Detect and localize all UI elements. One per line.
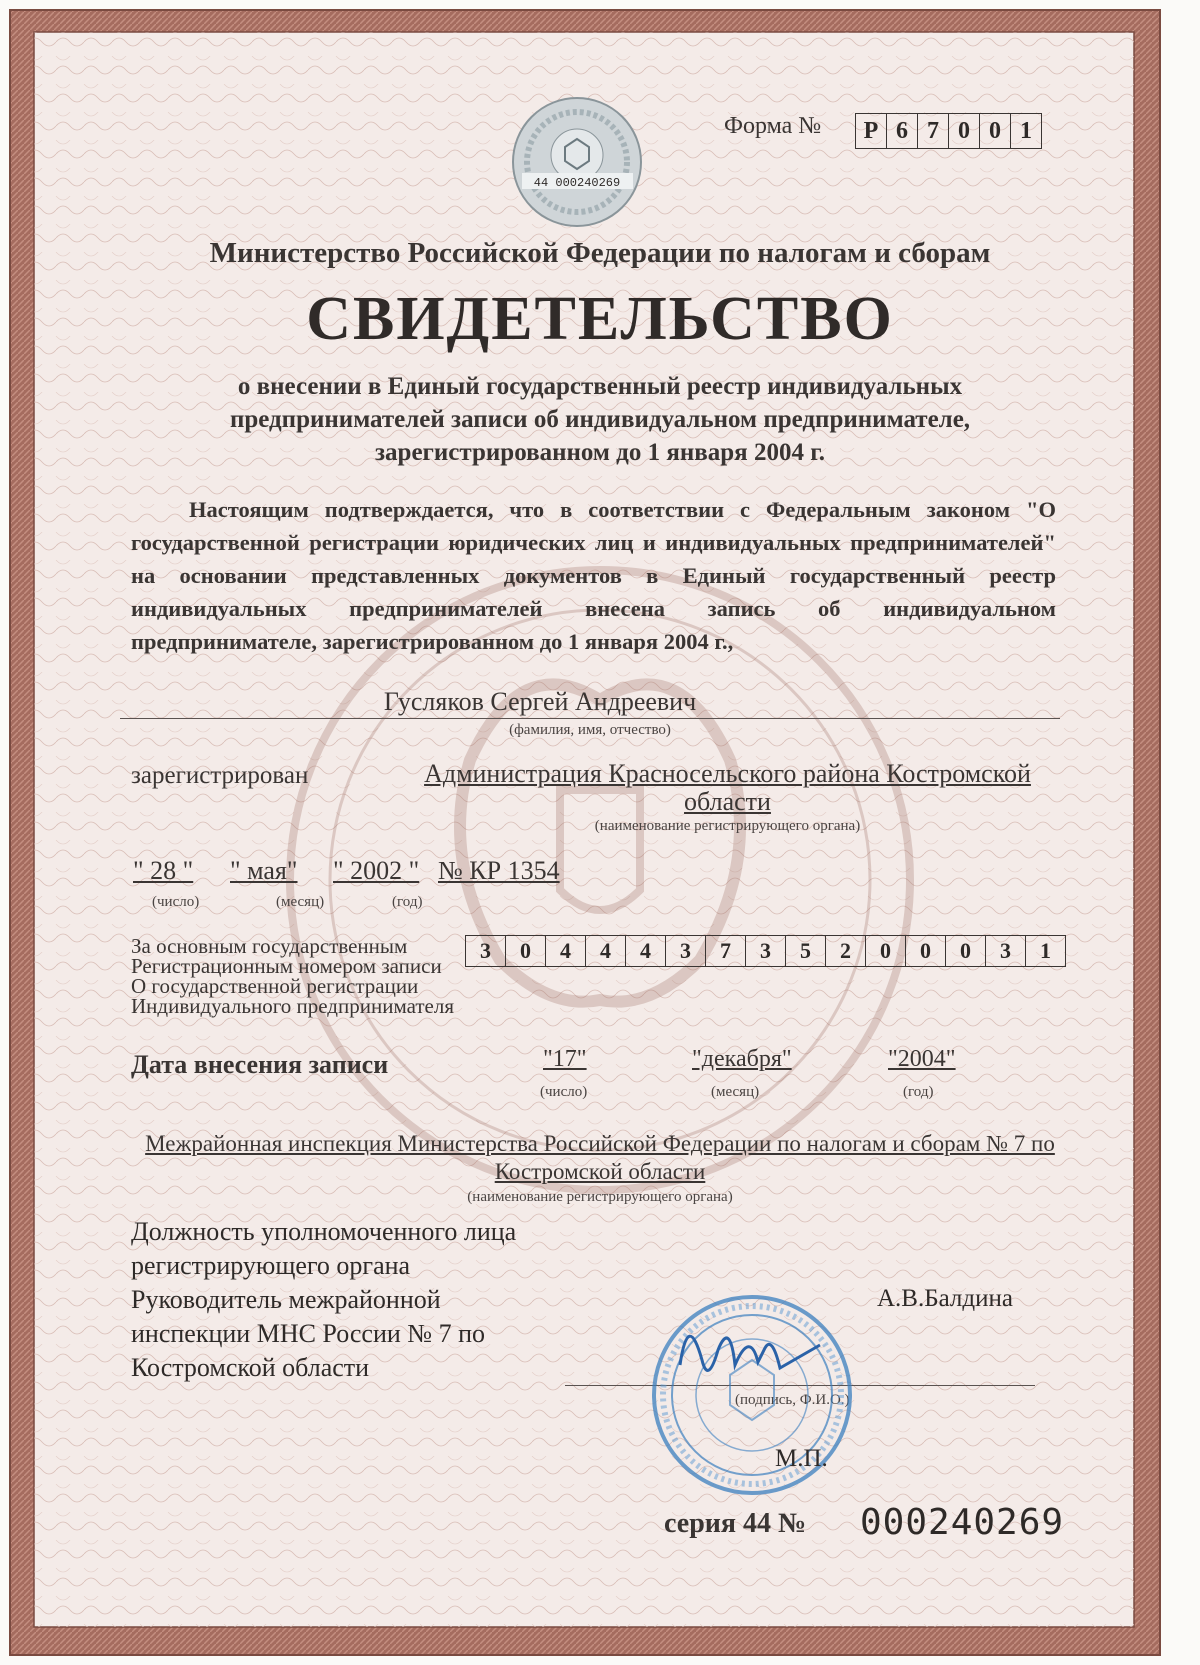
hologram-number: 44 000240269 xyxy=(533,176,621,190)
inspection-caption: (наименование регистрирующего органа) xyxy=(467,1189,733,1205)
entry-date-day-caption: (число) xyxy=(540,1084,588,1100)
series-number: 000240269 xyxy=(860,1502,1065,1543)
entry-date-year-caption: (год) xyxy=(903,1084,934,1100)
reg-date-month-caption: (месяц) xyxy=(276,894,325,910)
grn-label-line: О государственной регистрации xyxy=(131,974,419,998)
reg-number: № КР 1354 xyxy=(438,856,560,885)
grn-digit: 3 xyxy=(666,936,706,966)
grn-label-line: Индивидуального предпринимателя xyxy=(131,994,455,1018)
body-paragraph xyxy=(131,493,1056,658)
registered-label: зарегистрирован xyxy=(131,762,309,789)
form-code-char: 0 xyxy=(949,114,980,148)
form-code-char: 1 xyxy=(1020,118,1032,144)
entry-date-day: "17" xyxy=(543,1046,587,1072)
name-underline xyxy=(120,718,1060,719)
inspection-name: Межрайонная инспекция Министерства Российской Федерации по налогам и сборам № 7 по Костромской области xyxy=(145,1131,1055,1184)
document-subtitle: о внесении в Единый государственный реестр индивидуальных предпринимателей записи об индивидуальном предпринимателе, зарегистрированном до 1 января 2004 г. xyxy=(229,373,971,466)
form-code-char: 7 xyxy=(918,114,949,148)
reg-date-day: " 28 " xyxy=(133,856,194,885)
grn-digit: 1 xyxy=(1040,938,1051,963)
form-number-label: Форма № xyxy=(724,113,822,139)
signer-name: А.В.Балдина xyxy=(877,1285,1013,1312)
position-line: инспекции МНС России № 7 по xyxy=(131,1319,486,1348)
grn-digit: 4 xyxy=(586,936,626,966)
document-title: СВИДЕТЕЛЬСТВО xyxy=(306,285,894,353)
grn-number-boxes xyxy=(465,935,1066,967)
grn-label-line: Регистрационным номером записи xyxy=(131,954,442,978)
reg-date-month: " мая" xyxy=(230,856,298,885)
registering-authority: Администрация Красносельского района Костромской области xyxy=(424,759,1031,816)
reg-date-day-caption: (число) xyxy=(152,894,200,910)
grn-digit: 3 xyxy=(986,936,1026,966)
entry-date-month-caption: (месяц) xyxy=(711,1084,760,1100)
position-line: Должность уполномоченного лица xyxy=(131,1217,517,1246)
grn-label xyxy=(131,936,454,1016)
form-code-char: Р xyxy=(856,114,887,148)
entry-date-month: "декабря" xyxy=(692,1046,792,1072)
person-name: Гусляков Сергей Андреевич xyxy=(383,687,697,716)
grn-digit: 4 xyxy=(626,936,666,966)
grn-digit: 4 xyxy=(546,936,586,966)
grn-label-line: За основным государственным xyxy=(131,934,408,958)
grn-digit: 7 xyxy=(706,936,746,966)
entry-date-year: "2004" xyxy=(888,1046,956,1072)
seal-place-mark: М.П. xyxy=(775,1445,828,1472)
grn-digit: 3 xyxy=(746,936,786,966)
form-number-boxes xyxy=(855,113,1042,149)
grn-digit: 0 xyxy=(906,936,946,966)
form-code-char: 0 xyxy=(980,114,1011,148)
grn-digit: 3 xyxy=(466,936,506,966)
hologram-seal xyxy=(510,95,645,230)
form-code-char: 6 xyxy=(887,114,918,148)
reg-date-year: " 2002 " xyxy=(333,856,420,885)
series-label: серия 44 № xyxy=(664,1508,807,1539)
registering-authority-caption: (наименование регистрирующего органа) xyxy=(594,818,861,834)
person-name-caption: (фамилия, имя, отчество) xyxy=(509,722,671,738)
officer-position xyxy=(131,1215,516,1385)
grn-digit: 0 xyxy=(866,936,906,966)
position-line: регистрирующего органа xyxy=(131,1251,411,1280)
official-stamp xyxy=(640,1290,870,1500)
grn-digit: 2 xyxy=(826,936,866,966)
grn-digit: 5 xyxy=(786,936,826,966)
body-text: Настоящим подтверждается, что в соответствии с Федеральным законом "О государственной регистрации юридических лиц и индивидуальных предпринимателей" на основании представленных документов в Единый государственный реестр индивидуальных предпринимателей внесена запись об индивидуальном предпринимателе, зарегистрированном до 1 января 2004 г., xyxy=(131,497,1056,654)
reg-date-year-caption: (год) xyxy=(392,894,423,910)
grn-digit: 0 xyxy=(946,936,986,966)
position-line: Руководитель межрайонной xyxy=(131,1285,441,1314)
grn-digit: 0 xyxy=(506,936,546,966)
entry-date-label: Дата внесения записи xyxy=(131,1050,389,1079)
signature-caption: (подпись, Ф.И.О.) xyxy=(735,1392,850,1408)
position-line: Костромской области xyxy=(131,1353,370,1382)
ministry-heading: Министерство Российской Федерации по налогам и сборам xyxy=(209,237,991,269)
